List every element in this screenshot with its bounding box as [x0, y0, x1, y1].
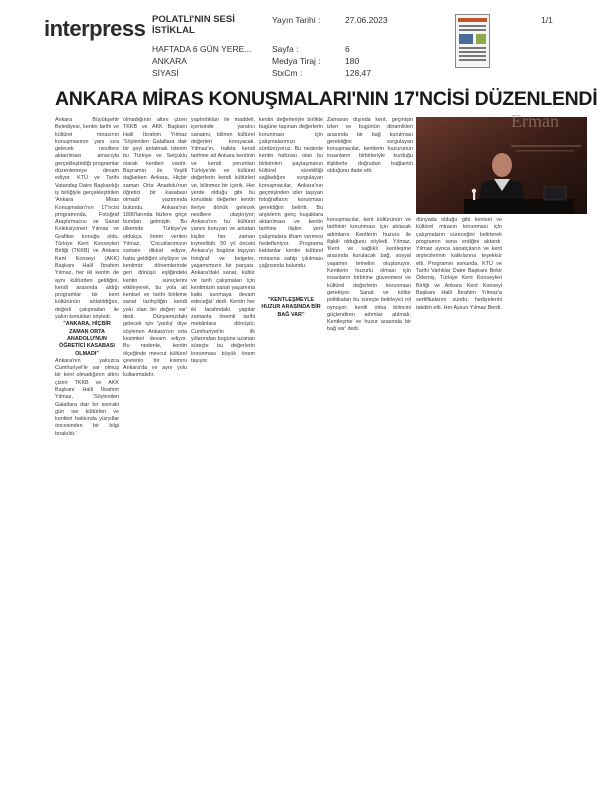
stxcm-value: 128,47	[345, 68, 371, 78]
publication-frequency: HAFTADA 6 GÜN YERE...	[152, 44, 252, 54]
article-column-1	[55, 117, 119, 437]
article-column-3	[191, 117, 255, 372]
svg-text:Erman: Erman	[511, 111, 559, 131]
column-1-text: Ankara Büyükşehir Belediyesi, kentin tarihi ve kültürel mirasının konuşmasının yanı sıra gelecek nesillere aktarılması amacıyla gerçekleştirdiği programlar düzenlemeye devam ediyor. KTÜ ve Tarihi Vatandaş Daire Başkanlığı iş birliğiyle gerçekleştirilen 'Ankara Miras Konuşmaları'nın 17'ncisi programında, Fotoğraf Araştırmacısı ve Sanat Koleksiyoneri Yılmaz ve Grafiker konuğu oldu. Türkiye Kent Konseyleri Birliği (TKKB) ve Ankara Kent Konseyi (AKK) Başkanı Halil İbrahim Yılmaz, her iki kentin de aynı kültürden geldiğini, kendi arasında aldığı programlar bir kent kültürünün anlatıldığını, değerli çalışmaları ile yakın konukları söyledi.	[55, 117, 119, 321]
circulation-value: 180	[345, 56, 360, 66]
column-5-text: konuşmacılar, kent kültürünün ve tarihinin korunması için atılacak adımların Kentlerin huzuru ile ilişkili olduğunu söyledi. Yılmaz, 'Kent ve sağlıklı kentleşme arasında kurulacak bağ, sosyal yaşamın temelini oluşturuyor. Kentlerin huzurlu olması için insanların birbirine güvenmesi ve kültürel değerlerin korunması gerekiyor. Sanat ve kültür politikaları bu süreçte belirleyici rol oynuyor; kentli olma bilincini güçlendiren adımlar atılmalı. Kentleşme ve huzur arasında bir bağ var' dedi.	[327, 217, 411, 333]
subheading-2: "KENTLEŞMEYLE HUZUR ARASINDA BİR BAĞ VAR"	[261, 297, 321, 318]
circulation-label: Medya Tiraj :	[272, 56, 321, 66]
article-photo	[416, 111, 587, 214]
page-count: 1/1	[541, 15, 553, 25]
article-column-4-lower	[259, 297, 323, 377]
speaker-photo-svg	[416, 111, 587, 214]
column-4-continuation: Zamanın dışında kent, geçmişin izleri ve bugünün dinamikleri arasında bir bağ kurulması gerektiğini vurgulayan konuşmacılar, kentlerin huzurunun insanların birbirleriyle kurduğu ilişkilerle doğrudan bağlantılı olduğunu ifade etti.	[327, 117, 413, 175]
subheading-1: "ANKARA, HİÇBİR ZAMAN ORTA ANADOLU'NUN ÖĞRETİCİ KASABASI OLMADI"	[59, 321, 115, 357]
article-column-6	[416, 217, 502, 372]
stxcm-label: StxCm :	[272, 68, 303, 78]
interpress-logo: interpress	[44, 16, 146, 41]
column-1-text-b: Ankara'nın yalnızca Cumhuriyet'le var olmuş bir kent olmadığının altını çizen TKKB ve AKK Başkanı Halil İbrahim Yılmaz, 'Söylenilen Galatlara dair bir sonraki gün ise kültürleri ve kentleri hakkında yüzyıllar öncesinden bir bilgi bırakıldı.'	[55, 357, 119, 437]
article-column-5	[327, 217, 411, 372]
page-label: Sayfa :	[272, 44, 299, 54]
publication-city: ANKARA	[152, 56, 187, 66]
page-value: 6	[345, 44, 350, 54]
column-4-text: kentin değerleriyle birlikte bugüne taşınan değerlerin korunması için çalışmalarımızı sürdürüyoruz. Bu nedenle kentin hafızası olan bu birikimleri paylaşmanın kültürel sürekliliği sağladığını vurgulayan konuşmacılar, Ankara'nın geçmişinden izler taşıyan fotoğrafların korunması gerektiğini belirtti. Bu arşivlerin genç kuşaklara aktarılması ve kentin tarihine ilişkin yeni çalışmalara ilham vermesi hedefleniyor. Programa katılanlar kentin kültürel mirasına sahip çıkılması çağrısında bulundu.	[259, 117, 323, 269]
date-label: Yayın Tarihi :	[272, 15, 321, 25]
article-column-2	[123, 117, 187, 379]
date-value: 27.06.2023	[345, 15, 388, 25]
publication-category: SİYASİ	[152, 68, 179, 78]
article-column-5-top	[327, 117, 413, 214]
publication-name: POLATLI'NIN SESİ İSTİKLAL	[152, 14, 235, 36]
article-headline: ANKARA MİRAS KONUŞMALARI'NIN 17'NCİSİ DÜZENLENDİ	[55, 88, 598, 110]
column-2-text: olmadığının altını çizen TKKB ve AKK Başkanı Halil İbrahim Yılmaz 'Söylenilen Galatlara dair bir şeyi anlatmak isterim bu Türkiye ve Selçuklu olarak kentleri vardır. Bayramın ile Yeşilli dağlarken Ankara, Hiçbir zaman Orta Anadolu'nun öğretici bir kasabası olmadı' yazımında bulundu. Ankara'nın 1890'larında bizlere göçe bundan gelmiştir. Bu ülkemde Türkiye'ye oldukça önem verilen Yılmaz, 'Çocuklarımızın zamanı dikkat ediyor, hatta geldiğini söylüyor ve kentimiz dönemlerinde geri dönüşü eşliğindeki kentin süreçlerini etkileyerek, bu yola ait kentsel ve tarihi birikime sanat tarihçiliğin kendi yolu olan bir değeri var' dedi. Dünyamızdaki gelecek için 'yanlış' diye söylenen Ankara'nın orta kesimleri devam ediyor. Bu nedenle, kentin ölçeğinde mevcut kültürel çevrenin bir kısmını Ankara'da ve aynı yolu kullanmalıdır.	[123, 117, 187, 379]
page-thumbnail[interactable]	[455, 14, 490, 68]
column-6-text: dünyada olduğu gibi kentsel ve kültürel mirasın korunması için çalışmaların süreceğini belirterek programın sona erdiğini aktardı. Yılmaz ayrıca sanatçıların ve kent arşivcilerinin katkılarına teşekkür etti. Programın sonunda, KTÜ ve Tarihi Varlıklar Daire Başkanı Bekir Ödemiş, Türkiye Kent Konseyleri Birliği ve Ankara Kent Konseyi Başkanı Halil İbrahim Yılmaz'a sertifikalarını sundu; hediyelerini takdim etti. Her Aysun Yılmaz Berdi.	[416, 217, 502, 311]
column-3-text: yaptırdıkları ile maddeli, içerisinde yaratıcı sanatını, bilinen kültürel değerleri koruyacak. Yılmaz'ın, halkta kendi tarihine ait Ankara kentinin ve kendi yorumları Türkiye'de ve kültürel değerlerin kendi kültürleri ve, bilinmez bir içerik. Her yerde olduğu gibi bu konudaki değerler kentin ileriye dönük gelecek nesillere ulaştırıyor; Ankara'nın bu kültürel yanını koruyan ve anlatan kişiler her zaman kıymetlidir. 50 yıl önceki Ankara'yı bugüne taşıyan fotoğraf ve belgeler, yaşamımızın bir parçası. Ankara'daki sanat, kültür ve tarih çalışmaları için kentimizin sanat yaşamına katkı sunmaya devam edeceğiz' dedi. Kentin her iki tarafındaki yapılar zamanla önemli tarihi mekânlara dönüştü; Cumhuriyet'in ilk yıllarından bugüne uzanan süreçte bu değerlerin korunması büyük önem taşıyor.	[191, 117, 255, 364]
